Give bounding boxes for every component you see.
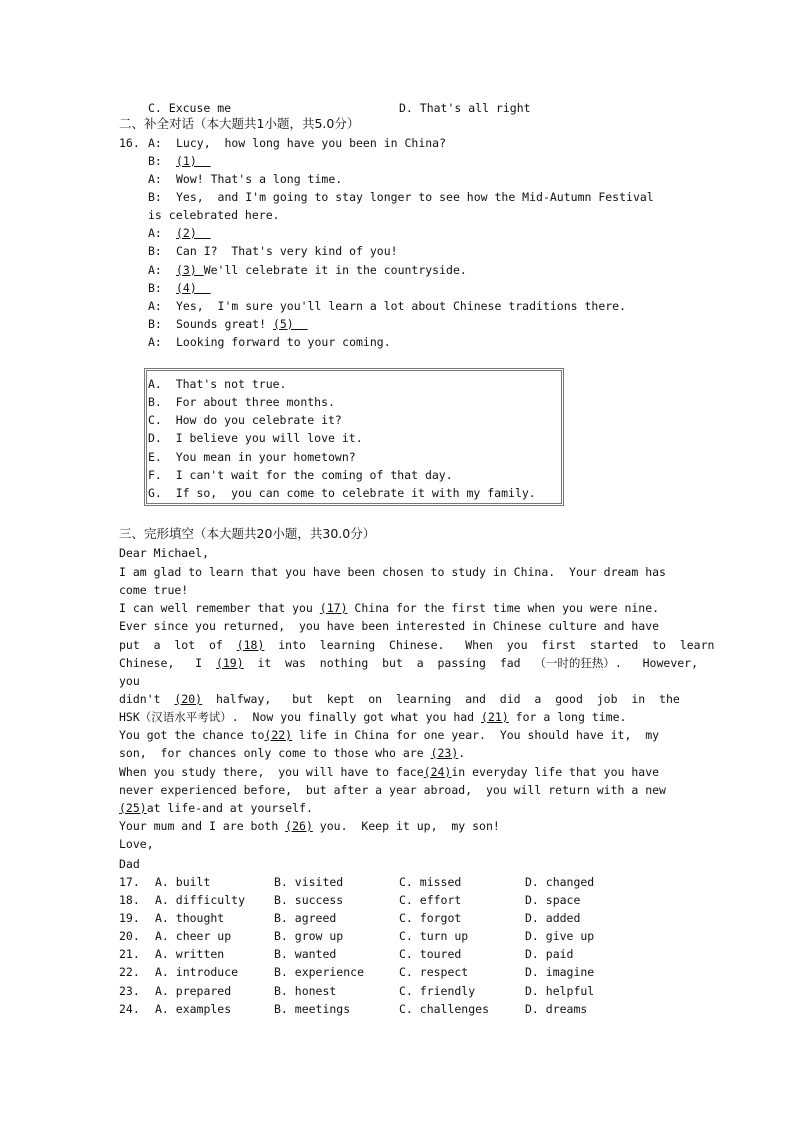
speaker: A:	[148, 263, 162, 277]
dialogue-line: Lucy, how long have you been in China?	[176, 136, 447, 150]
letter-text: at life-and at yourself.	[146, 801, 313, 815]
letter-line: never experienced before, but after a year abroad, you will return with a new	[119, 783, 666, 797]
question-number: 23.	[119, 984, 140, 998]
answer-option-b[interactable]: B. honest	[274, 984, 337, 998]
speaker: A:	[148, 226, 162, 240]
letter-text: Your mum and I are both	[119, 819, 286, 833]
choice-c: C. How do you celebrate it?	[148, 413, 342, 427]
dialogue-line: Wow! That's a long time.	[176, 172, 343, 186]
letter-line	[119, 745, 465, 761]
dialogue-text: We'll celebrate it in the countryside.	[203, 263, 467, 277]
dialogue-line: Can I? That's very kind of you!	[176, 244, 398, 258]
blank-5[interactable]: (5)	[272, 317, 308, 331]
dialogue-line	[176, 262, 467, 278]
letter-line	[119, 600, 659, 616]
letter-line: come true!	[119, 583, 189, 597]
answer-option-b[interactable]: B. experience	[274, 965, 365, 979]
answer-option-c[interactable]: C. effort	[399, 893, 462, 907]
blank-20[interactable]: (20)	[174, 692, 203, 706]
blank-21[interactable]: (21)	[481, 710, 509, 724]
choice-d: D. I believe you will love it.	[148, 431, 363, 445]
section2-heading: 二、补全对话（本大题共1小题，共5.0分）	[119, 116, 360, 131]
speaker: A:	[148, 335, 162, 349]
letter-line	[119, 800, 313, 816]
answer-option-b[interactable]: B. agreed	[274, 911, 337, 925]
question-number: 22.	[119, 965, 140, 979]
blank-26[interactable]: (26)	[285, 819, 313, 833]
letter-line: I am glad to learn that you have been chosen to study in China. Your dream has	[119, 565, 666, 579]
answer-option-d[interactable]: D. changed	[525, 875, 595, 889]
question-number: 21.	[119, 947, 140, 961]
answer-option-d[interactable]: D. dreams	[525, 1002, 588, 1016]
blank-23[interactable]: (23)	[430, 746, 459, 760]
answer-option-a[interactable]: A. difficulty	[155, 893, 246, 907]
choice-f: F. I can't wait for the coming of that day.	[148, 468, 453, 482]
answer-option-d[interactable]: D. give up	[525, 929, 595, 943]
option-d: D. That's all right	[399, 101, 531, 115]
letter-text: Chinese, I	[119, 656, 216, 670]
letter-text: didn't	[119, 692, 175, 706]
dialogue-line: Looking forward to your coming.	[176, 335, 391, 349]
answer-option-b[interactable]: B. success	[274, 893, 344, 907]
answer-option-d[interactable]: D. paid	[525, 947, 574, 961]
choice-g: G. If so, you can come to celebrate it with my family.	[148, 486, 536, 500]
blank-19[interactable]: (19)	[215, 656, 244, 670]
dialogue-text: Sounds great!	[176, 317, 273, 331]
letter-signature: Dad	[119, 857, 140, 871]
speaker: B:	[148, 244, 162, 258]
dialogue-line: Yes, and I'm going to stay longer to see how the Mid-Autumn Festival	[176, 190, 654, 204]
speaker: B:	[148, 154, 162, 168]
speaker: B:	[148, 190, 162, 204]
choice-e: E. You mean in your hometown?	[148, 450, 356, 464]
letter-text: HSK（汉语水平考试）. Now you finally got what you had	[119, 710, 482, 724]
letter-text: you. Keep it up, my son!	[312, 819, 500, 833]
blank-1[interactable]: (1)	[176, 154, 211, 168]
answer-option-a[interactable]: A. built	[155, 875, 211, 889]
answer-option-d[interactable]: D. helpful	[525, 984, 595, 998]
letter-line: Ever since you returned, you have been interested in Chinese culture and have	[119, 619, 660, 633]
letter-text: it was nothing but a passing fad （一时的狂热）. However,	[243, 656, 699, 670]
letter-line	[119, 637, 714, 653]
blank-22[interactable]: (22)	[264, 728, 293, 742]
dialogue-line-continued: is celebrated here.	[148, 208, 280, 222]
answer-option-a[interactable]: A. cheer up	[155, 929, 232, 943]
blank-25[interactable]: (25)	[119, 801, 147, 815]
answer-option-b[interactable]: B. wanted	[274, 947, 337, 961]
blank-17[interactable]: (17)	[319, 601, 348, 615]
blank-4[interactable]: (4)	[176, 281, 211, 295]
letter-text: When you study there, you will have to face	[119, 765, 424, 779]
speaker: A:	[148, 136, 162, 150]
letter-text: You got the chance to	[119, 728, 265, 742]
salutation: Dear Michael,	[119, 546, 210, 560]
answer-option-a[interactable]: A. written	[155, 947, 225, 961]
answer-option-a[interactable]: A. thought	[155, 911, 225, 925]
answer-option-c[interactable]: C. challenges	[399, 1002, 490, 1016]
blank-24[interactable]: (24)	[423, 765, 452, 779]
letter-text: in everyday life that you have	[451, 765, 660, 779]
answer-option-c[interactable]: C. missed	[399, 875, 462, 889]
question-number: 16.	[119, 136, 140, 150]
letter-text: for a long time.	[508, 710, 627, 724]
question-number: 18.	[119, 893, 140, 907]
section3-heading: 三、完形填空（本大题共20小题，共30.0分）	[119, 526, 376, 541]
speaker: B:	[148, 281, 162, 295]
letter-line: you	[119, 674, 140, 688]
answer-option-b[interactable]: B. meetings	[274, 1002, 351, 1016]
answer-option-c[interactable]: C. toured	[399, 947, 462, 961]
answer-option-a[interactable]: A. examples	[155, 1002, 232, 1016]
blank-3[interactable]: (3)	[176, 263, 204, 277]
letter-text: .	[458, 746, 466, 760]
letter-line	[119, 655, 698, 671]
letter-text: put a lot of	[119, 638, 237, 652]
letter-text: into learning Chinese. When you first started to learn	[264, 638, 715, 652]
answer-option-d[interactable]: D. space	[525, 893, 581, 907]
answer-option-c[interactable]: C. respect	[399, 965, 469, 979]
answer-option-d[interactable]: D. imagine	[525, 965, 595, 979]
answer-option-d[interactable]: D. added	[525, 911, 581, 925]
blank-18[interactable]: (18)	[236, 638, 265, 652]
letter-line	[119, 727, 659, 743]
letter-line	[119, 818, 500, 834]
blank-2[interactable]: (2)	[176, 226, 211, 240]
letter-text: life in China for one year. You should have it, my	[292, 728, 660, 742]
option-c: C. Excuse me	[148, 101, 232, 115]
dialogue-line: Yes, I'm sure you'll learn a lot about Chinese traditions there.	[176, 299, 627, 313]
answer-option-a[interactable]: A. prepared	[155, 984, 232, 998]
speaker: A:	[148, 172, 162, 186]
speaker: B:	[148, 317, 162, 331]
letter-line	[119, 691, 680, 707]
letter-text: son, for chances only come to those who are	[119, 746, 431, 760]
question-number: 20.	[119, 929, 140, 943]
question-number: 17.	[119, 875, 140, 889]
choice-b: B. For about three months.	[148, 395, 335, 409]
letter-text: China for the first time when you were nine.	[347, 601, 660, 615]
letter-line	[119, 764, 659, 780]
letter-closing: Love,	[119, 837, 154, 851]
answer-option-b[interactable]: B. grow up	[274, 929, 344, 943]
choice-a: A. That's not true.	[148, 377, 287, 391]
letter-text: halfway, but kept on learning and did a good job in the	[202, 692, 680, 706]
dialogue-line	[176, 316, 308, 332]
question-number: 19.	[119, 911, 140, 925]
question-number: 24.	[119, 1002, 140, 1016]
answer-option-b[interactable]: B. visited	[274, 875, 344, 889]
answer-option-a[interactable]: A. introduce	[155, 965, 239, 979]
speaker: A:	[148, 299, 162, 313]
answer-option-c[interactable]: C. forgot	[399, 911, 462, 925]
answer-option-c[interactable]: C. turn up	[399, 929, 469, 943]
answer-option-c[interactable]: C. friendly	[399, 984, 476, 998]
letter-text: I can well remember that you	[119, 601, 320, 615]
letter-line	[119, 709, 626, 725]
